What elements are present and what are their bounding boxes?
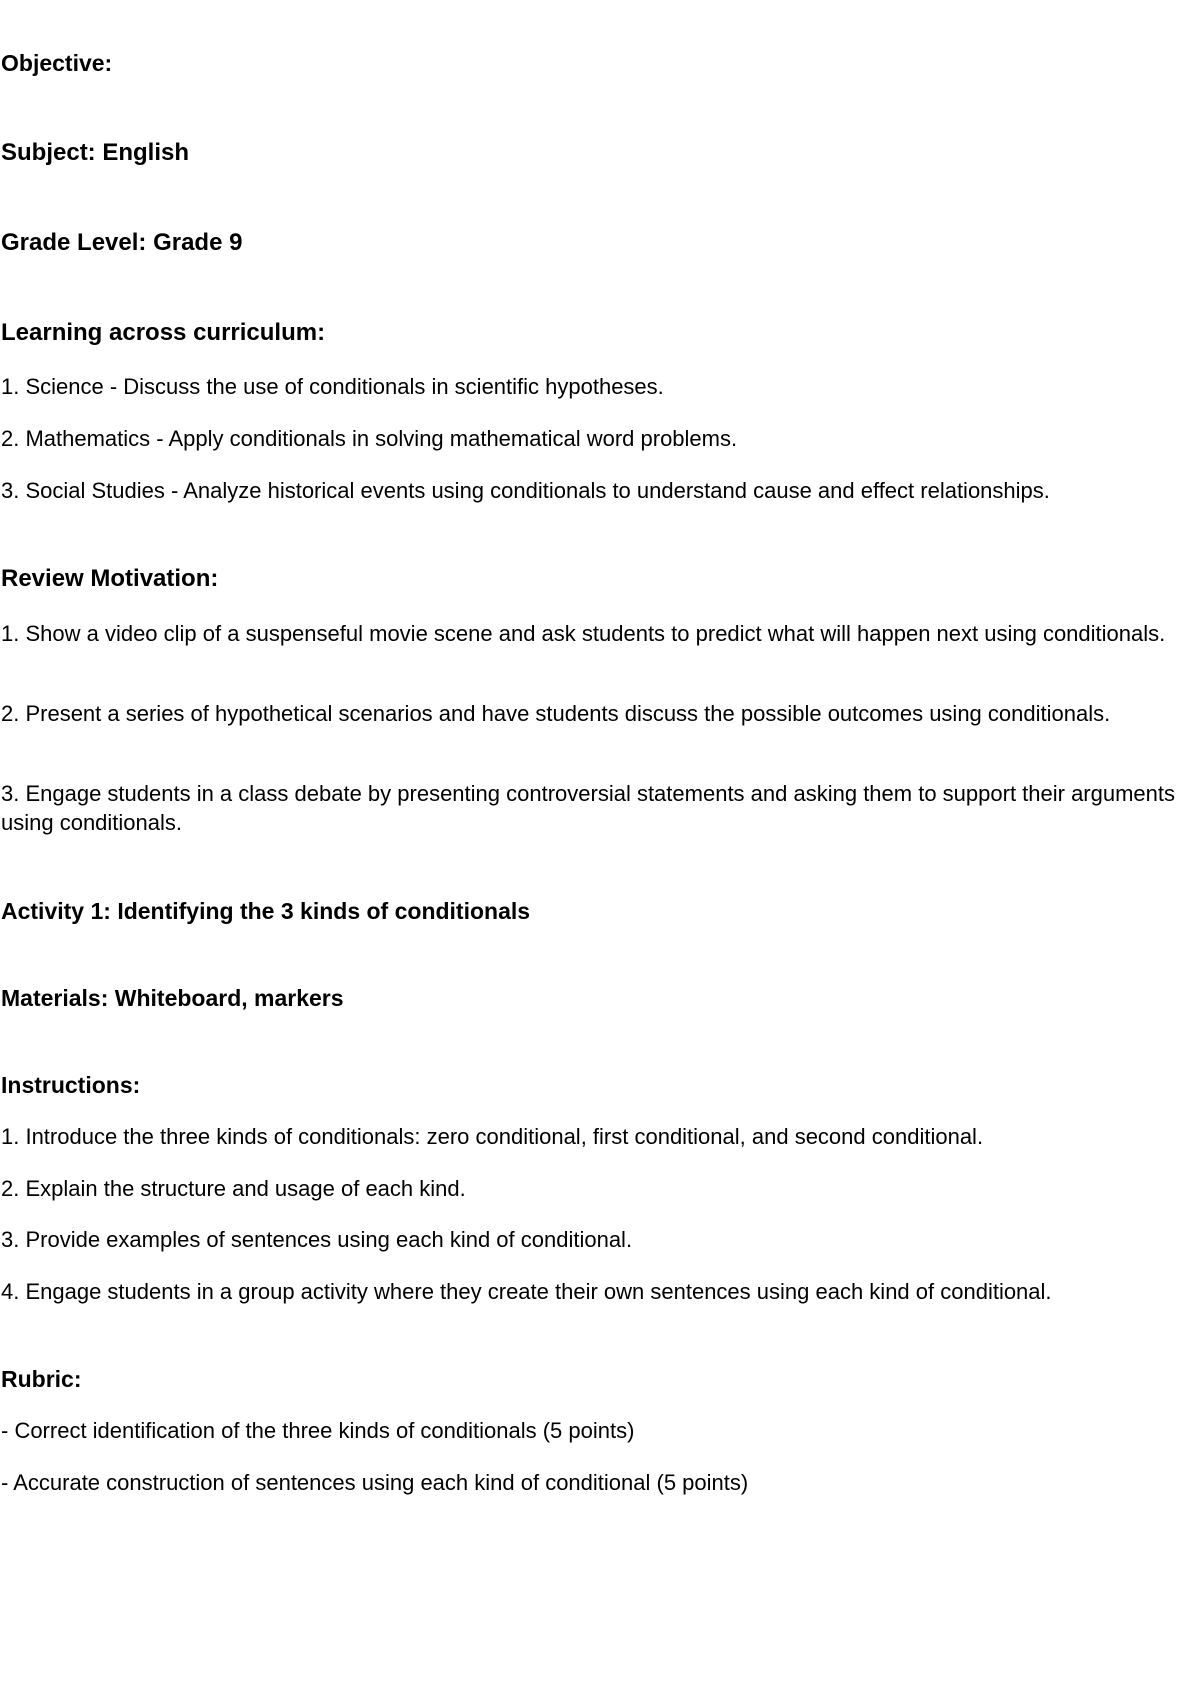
instruction-item-3: 3. Provide examples of sentences using each kind of conditional. (1, 1227, 633, 1252)
materials-line: Materials: Whiteboard, markers (1, 985, 344, 1011)
learning-item-mathematics: 2. Mathematics - Apply conditionals in solving mathematical word problems. (1, 426, 738, 451)
objective-heading: Objective: (1, 50, 113, 76)
subject-heading: Subject: English (1, 139, 190, 166)
rubric-heading: Rubric: (1, 1366, 82, 1392)
grade-level-heading: Grade Level: Grade 9 (1, 229, 243, 256)
rubric-item-2: - Accurate construction of sentences using each kind of conditional (5 points) (1, 1470, 749, 1495)
rubric-item-1: - Correct identification of the three kinds of conditionals (5 points) (1, 1418, 635, 1443)
motivation-item-3: 3. Engage students in a class debate by presenting controversial statements and asking them to support their arguments using conditionals. (1, 781, 1176, 835)
activity-title: Activity 1: Identifying the 3 kinds of conditionals (1, 898, 531, 924)
instructions-heading: Instructions: (1, 1072, 141, 1098)
instruction-item-2: 2. Explain the structure and usage of each kind. (1, 1176, 466, 1201)
instruction-item-4: 4. Engage students in a group activity where they create their own sentences using each kind of conditional. (1, 1279, 1052, 1304)
learning-item-social-studies: 3. Social Studies - Analyze historical events using conditionals to understand cause and effect relationships. (1, 478, 1050, 503)
motivation-item-1: 1. Show a video clip of a suspenseful movie scene and ask students to predict what will happen next using conditionals. (1, 621, 1166, 646)
learning-across-curriculum-heading: Learning across curriculum: (1, 319, 326, 346)
instruction-item-1: 1. Introduce the three kinds of conditionals: zero conditional, first conditional, and second conditional. (1, 1124, 984, 1149)
learning-item-science: 1. Science - Discuss the use of conditionals in scientific hypotheses. (1, 374, 664, 399)
review-motivation-heading: Review Motivation: (1, 565, 219, 592)
motivation-item-2: 2. Present a series of hypothetical scenarios and have students discuss the possible outcomes using conditionals. (1, 701, 1111, 726)
